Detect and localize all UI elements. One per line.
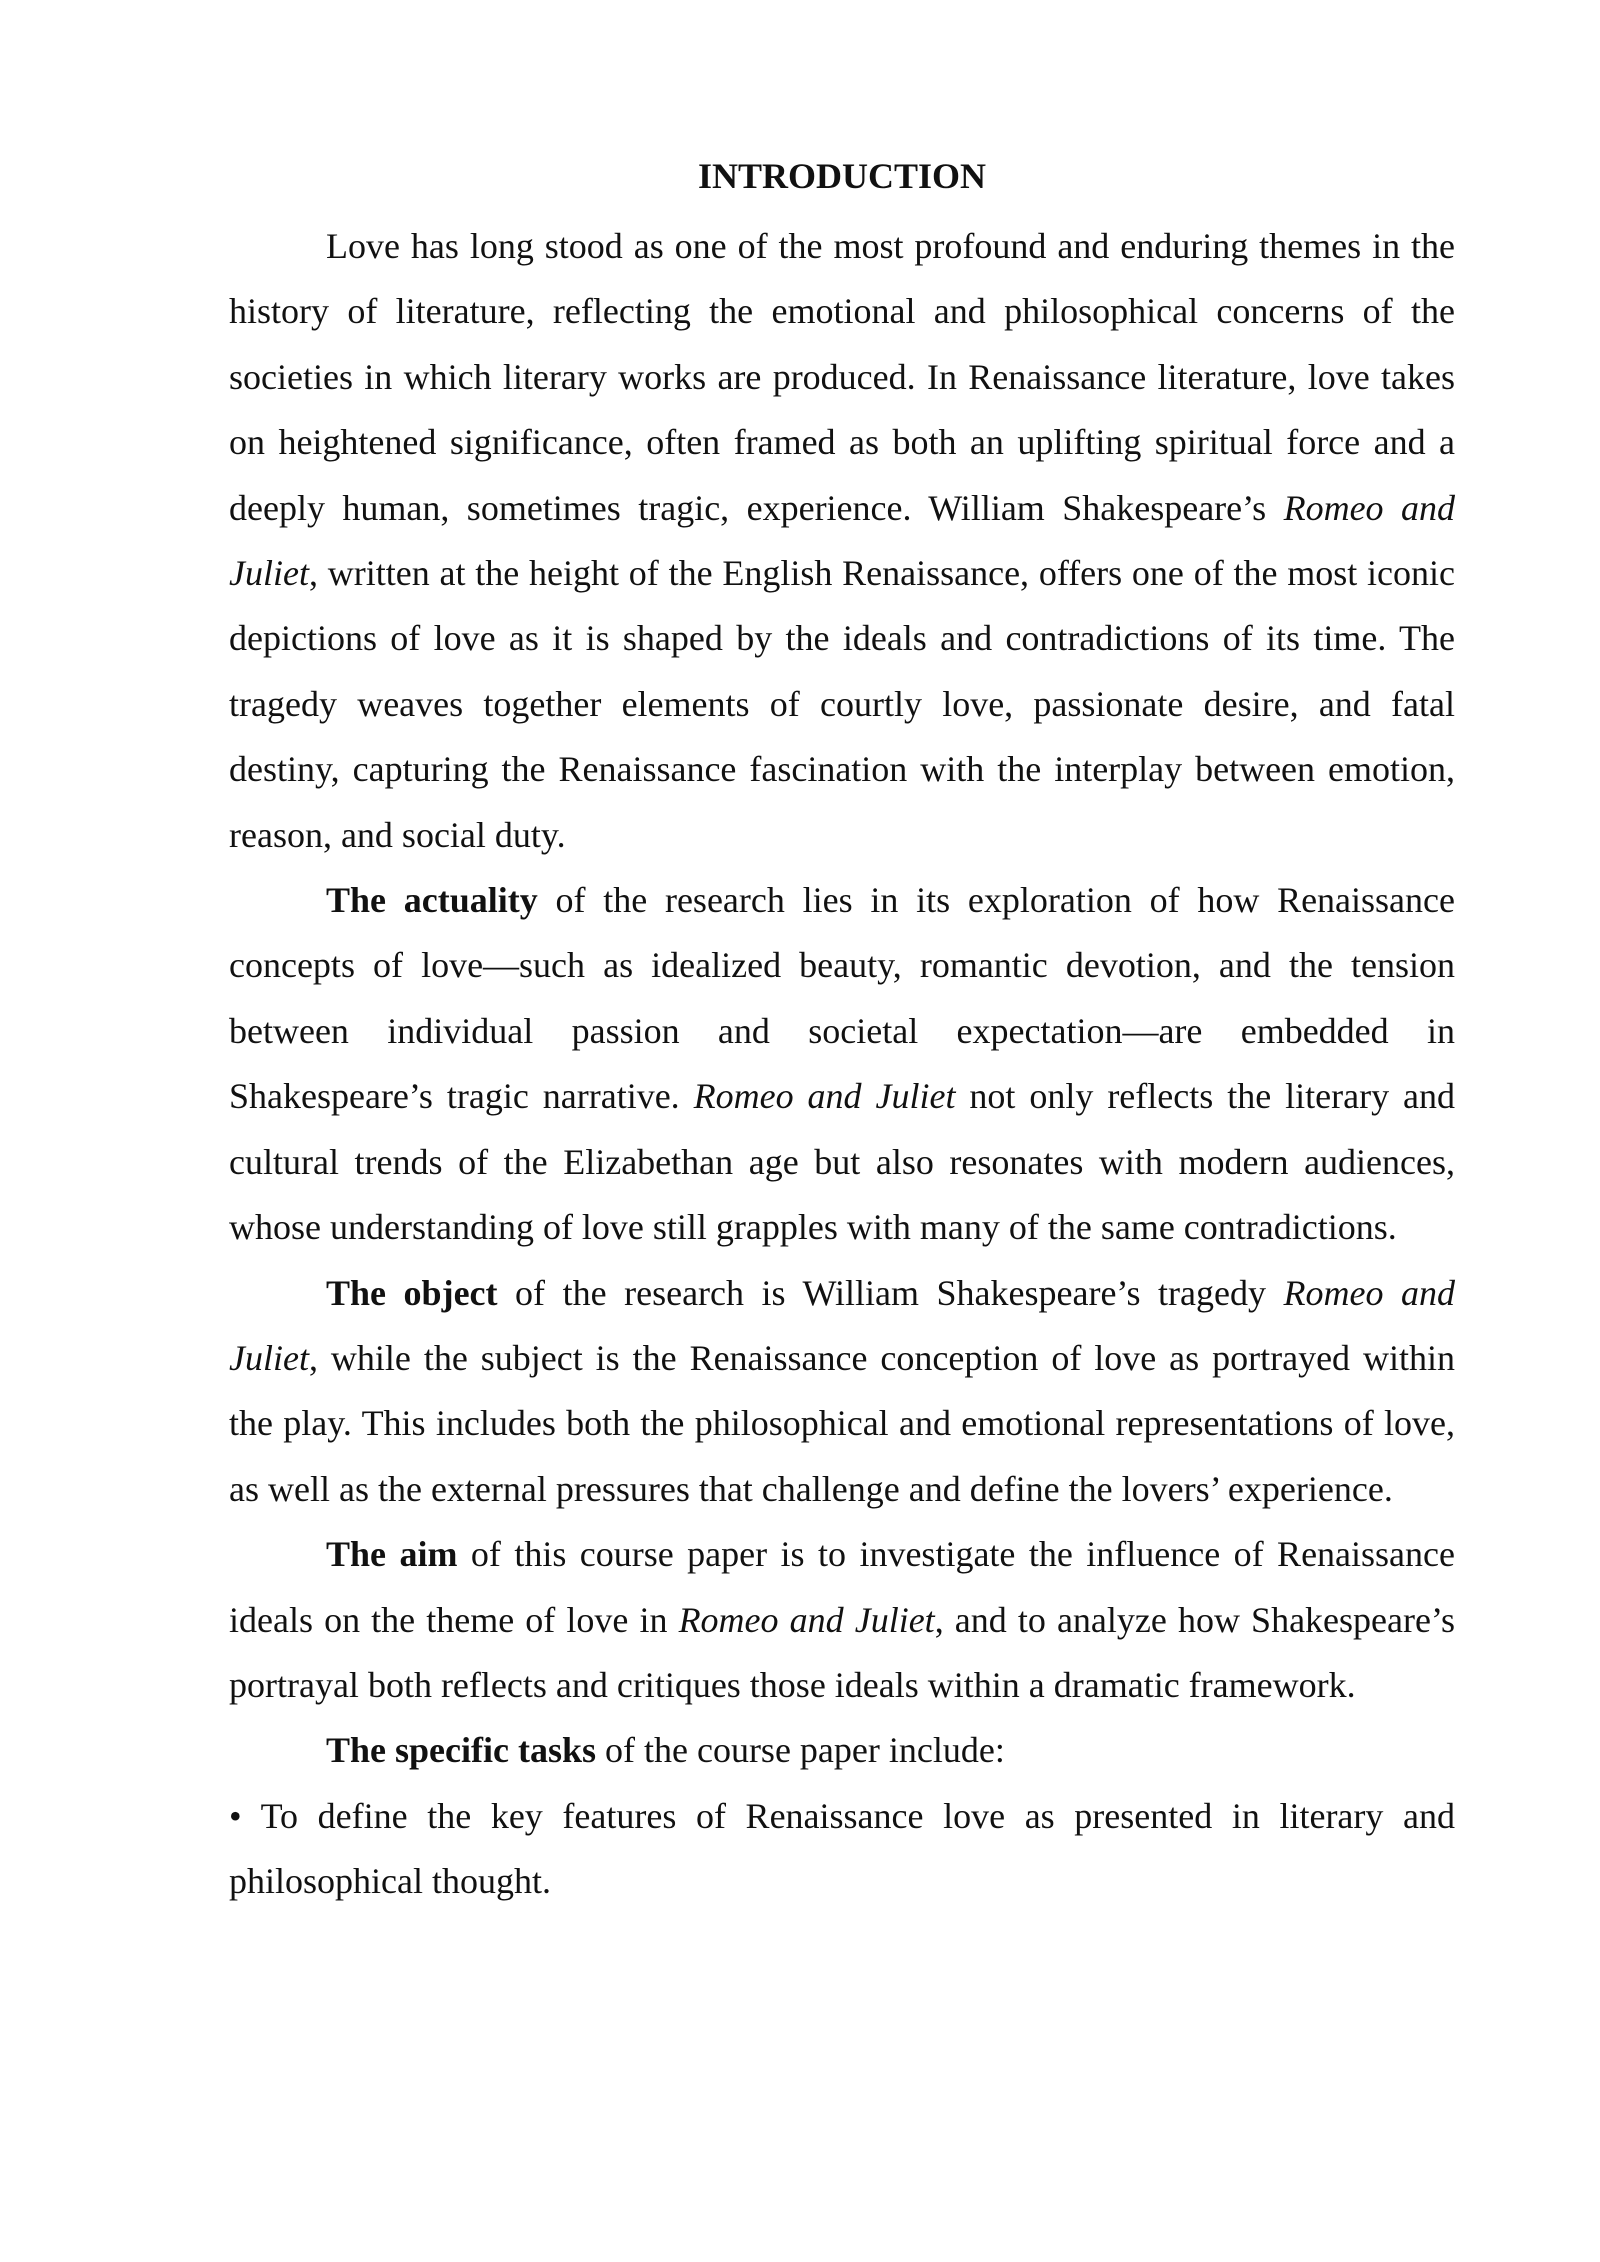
paragraph-intro [229, 214, 1455, 868]
paragraph-tasks [229, 1718, 1455, 1783]
paragraph-text: , while the subject is the Renaissance conception of love as portrayed within the play. This includes both the philosophical and emotional representations of love, as well as the external pressures that challenge and define the lovers’ experience. [229, 1337, 1455, 1509]
page-title: INTRODUCTION [697, 156, 987, 196]
section-term: The object [326, 1272, 498, 1313]
paragraph-aim [229, 1522, 1455, 1718]
paragraph-text: , and to analyze how Shakespeare’s portrayal both reflects and critiques those ideals within a dramatic framework. [229, 1599, 1455, 1705]
paragraph-text: of this course paper is to investigate the influence of Renaissance ideals on the theme of love in [229, 1534, 1455, 1640]
work-title: Romeo and Juliet [693, 1076, 956, 1117]
paragraph-text: not only reflects the literary and cultural trends of the Elizabethan age but also resonates with modern audiences, whose understanding of love still grapples with many of the same contradictions. [229, 1076, 1455, 1248]
task-list-item: • To define the key features of Renaissance love as presented in literary and philosophical thought. [229, 1795, 1455, 1902]
work-title: Romeo and Juliet [229, 487, 1455, 594]
work-title: Romeo and Juliet [678, 1599, 935, 1640]
paragraph-text: Love has long stood as one of the most profound and enduring themes in the history of literature, reflecting the emotional and philosophical concerns of the societies in which literary works are produced. In Renaissance literature, love takes on heightened significance, often framed as both an uplifting spiritual force and a deeply human, sometimes tragic, experience. William Shakespeare’s [229, 226, 1455, 528]
paragraph-text: of the course paper include: [596, 1730, 1005, 1771]
paragraph-actuality [229, 868, 1455, 1260]
section-term: The actuality [326, 880, 538, 921]
paragraph-object [229, 1261, 1455, 1523]
work-title: Romeo and Juliet [229, 1272, 1455, 1378]
paragraph-text: of the research is William Shakespeare’s tragedy [497, 1272, 1284, 1313]
paragraph-text: of the research lies in its exploration of how Renaissance concepts of love—such as idealized beauty, romantic devotion, and the tension between individual passion and societal expectation—are embedded in Shakespeare’s tragic narrative. [229, 880, 1455, 1117]
section-term: The aim [326, 1534, 458, 1575]
section-term: The specific tasks [326, 1730, 596, 1771]
document-page [229, 140, 1455, 1915]
paragraph-text: , written at the height of the English Renaissance, offers one of the most iconic depictions of love as it is shaped by the ideals and contradictions of its time. The tragedy weaves together elements of courtly love, passionate desire, and fatal destiny, capturing the Renaissance fascination with the interplay between emotion, reason, and social duty. [229, 553, 1455, 855]
